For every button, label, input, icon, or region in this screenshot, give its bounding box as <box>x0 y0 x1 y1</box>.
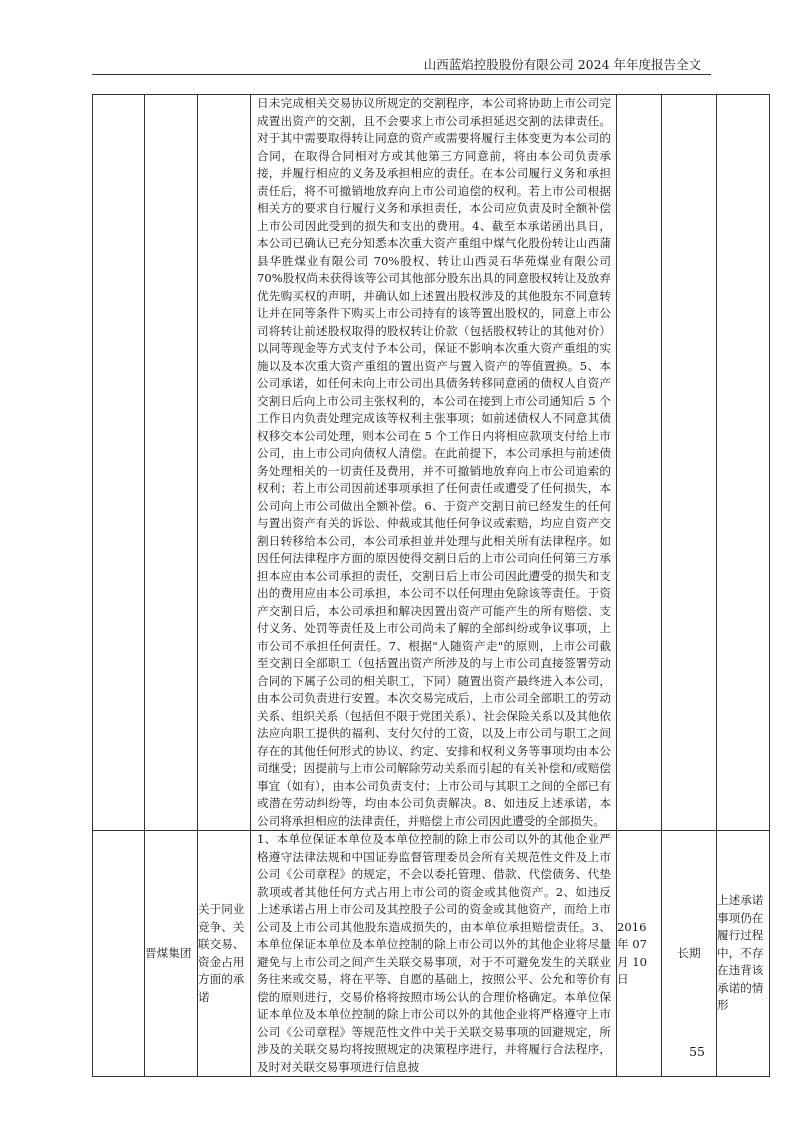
commitment-content: 1、本单位保证本单位及本单位控制的除上市公司以外的其他企业严格遵守法律法规和中国证券监督管理委员会所有关规范性文件及上市公司《公司章程》的规定，不会以委托管理、借款、代偿债务、代垫款项或者其他任何方式占用上市公司的资金或其他资产。2、如违反上述承诺占用上市公司及其控股子公司的资金或其他资产，而给上市公司及上市公司其他股东造成损失的，由本单位承担赔偿责任。3、本单位保证本单位及本单位控制的除上市公司以外的其他企业将尽量避免与上市公司之间产生关联交易事项，对于不可避免发生的关联业务往来或交易，将在平等、自愿的基础上，按照公平、公允和等价有偿的原则进行，交易价格将按照市场公认的合理价格确定。本单位保证本单位及本单位控制的除上市公司以外的其他企业将严格遵守上市公司《公司章程》等规范性文件中关于关联交易事项的回避规定，所涉及的关联交易均将按照规定的决策程序进行，并将履行合法程序，及时对关联交易事项进行信息披 <box>257 832 611 1074</box>
commitments-table <box>92 94 770 1077</box>
report-header-title: 山西蓝焰控股股份有限公司 2024 年年度报告全文 <box>423 57 701 72</box>
type-cell: 关于同业竞争、关联交易、资金占用方面的承诺 <box>198 831 251 1077</box>
party-cell: 晋煤集团 <box>145 831 198 1077</box>
spacer-cell <box>93 831 145 1077</box>
date-cell: 2016 年 07 月 10 日 <box>617 831 662 1077</box>
status-cell <box>717 95 770 831</box>
type-cell <box>198 95 251 831</box>
table-row <box>93 831 770 1077</box>
table-row <box>93 95 770 831</box>
spacer-cell <box>93 95 145 831</box>
date-cell <box>617 95 662 831</box>
commitment-content: 日未完成相关交易协议所规定的交割程序，本公司将协助上市公司完成置出资产的交割，且不会要求上市公司承担延迟交割的法律责任。对于其中需要取得转让同意的资产或需要将履行主体变更为本公司的合同，在取得合同相对方或其他第三方同意前，将由本公司负责承接，并履行相应的义务及承担相应的责任。在本公司履行义务和承担责任后，将不可撤销地放弃向上市公司追偿的权利。若上市公司根据相关方的要求自行履行义务和承担责任，本公司应负责及时全额补偿上市公司因此受到的损失和支出的费用。4、截至本承诺函出具日，本公司已确认已充分知悉本次重大资产重组中煤气化股份转让山西蒲县华胜煤业有限公司 70%股权、转让山西灵石华苑煤业有限公司 70%股权尚未获得该等公司其他部分股东出具的同意股权转让及放弃优先购买权的声明，并确认如上述置出股权涉及的其他股东不同意转让并在同等条件下购买上市公司持有的该等置出股权的，同意上市公司将转让前述股权取得的股权转让价款（包括股权转让的其他对价）以同等现金等方式支付予本公司，保证不影响本次重大资产重组的实施以及本次重大资产重组的置出资产与置入资产的等值置换。5、本公司承诺，如任何未向上市公司出具债务转移同意函的债权人自资产交割日后向上市公司主张权利的，本公司在接到上市公司通知后 5 个工作日内负责处理完成该等权利主张事项；如前述债权人不同意其债权移交本公司处理，则本公司在 5 个工作日内将相应款项支付给上市公司，由上市公司向债权人清偿。在此前提下，本公司承担与前述债务处理相关的一切责任及费用，并不可撤销地放弃向上市公司追索的权利；若上市公司因前述事项承担了任何责任或遭受了任何损失，本公司向上市公司做出全额补偿。6、于资产交割日前已经发生的任何与置出资产有关的诉讼、仲裁或其他任何争议或索赔，均应自资产交割日转移给本公司，本公司承担並并处理与此相关所有法律程序。如因任何法律程序方面的原因使得交割日后的上市公司向任何第三方承担本应由本公司承担的责任，交割日后上市公司因此遭受的损失和支出的费用应由本公司承担，本公司不以任何理由免除该等责任。于资产交割日后，本公司承担和解决因置出资产可能产生的所有赔偿、支付义务、处罚等责任及上市公司尚未了解的全部纠纷或争议事项，上市公司不承担任何责任。7、根据"人随资产走"的原则，上市公司截至交割日全部职工（包括置出资产所涉及的与上市公司直接签署劳动合同的下属子公司的相关职工，下同）随置出资产最终进入本公司，由本公司负责进行安置。本次交易完成后，上市公司全部职工的劳动关系、组织关系（包括但不限于党团关系）、社会保险关系以及其他依法应向职工提供的福利、支付欠付的工资，以及上市公司与职工之间存在的其他任何形式的协议、约定、安排和权利义务等事项均由本公司继受；因提前与上市公司解除劳动关系而引起的有关补偿和/或赔偿事宜（如有），由本公司负责支付；上市公司与其职工之间的全部已有或潜在劳动纠纷等，均由本公司负责解决。8、如违反上述承诺，本公司将承担相应的法律责任，并赔偿上市公司因此遭受的全部损失。 <box>257 96 611 828</box>
page-number: 55 <box>689 1044 705 1059</box>
header-divider <box>92 74 711 75</box>
content-cell <box>251 95 617 831</box>
content-cell <box>251 831 617 1077</box>
status-cell: 上述承诺事项仍在履行过程中，不存在违背该承诺的情形 <box>717 831 770 1077</box>
party-cell <box>145 95 198 831</box>
term-cell <box>662 95 717 831</box>
term-cell: 长期 <box>662 831 717 1077</box>
